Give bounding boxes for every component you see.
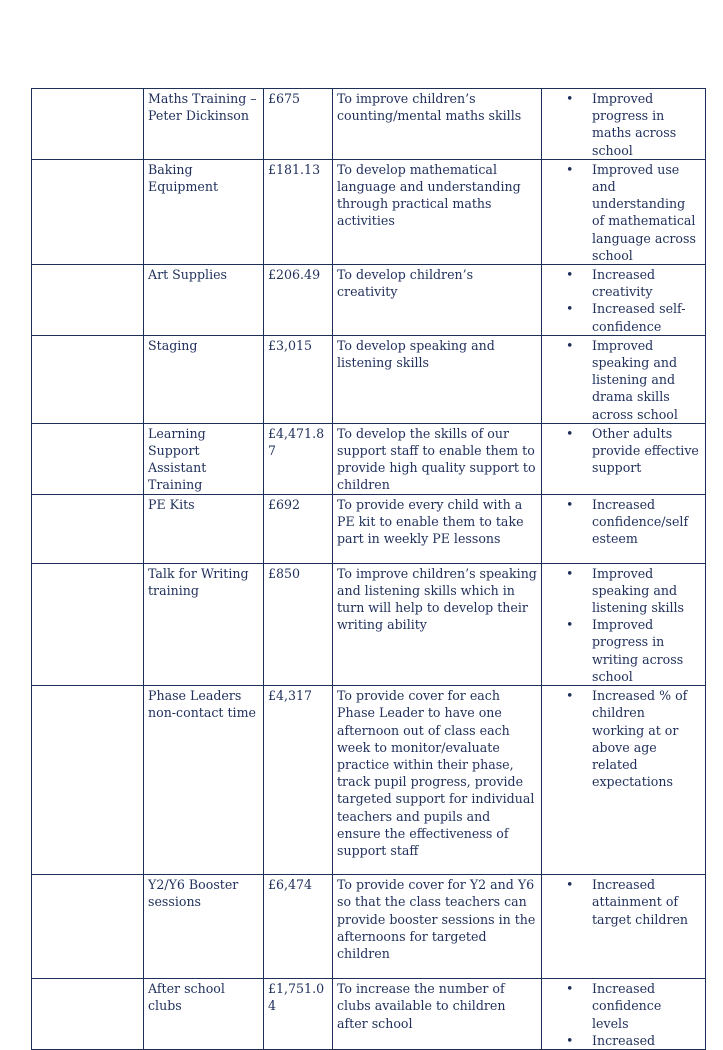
blank-cell — [32, 563, 144, 685]
table-row — [32, 686, 706, 875]
bullet-icon: • — [566, 877, 574, 893]
outcomes-list — [546, 266, 701, 335]
outcomes-list — [546, 876, 701, 928]
list-item — [546, 300, 701, 334]
outcome-text: Increased self-confidence — [592, 301, 686, 334]
cost-cell: £4,471.87 — [264, 423, 333, 494]
list-item — [546, 616, 701, 685]
outcome-text: Increased attainment of target children — [592, 877, 689, 927]
outcomes-list — [546, 425, 701, 477]
outcomes-list — [546, 90, 701, 159]
bullet-icon: • — [566, 91, 574, 106]
item-cell: After school clubs — [144, 979, 264, 1050]
table-row — [32, 89, 706, 160]
outcomes-cell — [542, 494, 706, 563]
outcome-text: Improved speaking and listening skills — [592, 565, 684, 616]
list-item — [546, 266, 701, 300]
cost-cell: £675 — [264, 89, 333, 160]
outcomes-list — [546, 565, 701, 685]
table-row — [32, 423, 706, 494]
outcome-text: Increased — [592, 1032, 656, 1048]
bullet-icon: • — [566, 617, 574, 633]
item-cell: Baking Equipment — [144, 159, 264, 264]
cost-cell: £4,317 — [264, 686, 333, 875]
blank-cell — [32, 686, 144, 875]
cost-cell: £1,751.04 — [264, 979, 333, 1050]
table-row — [32, 159, 706, 264]
item-cell: Talk for Writing training — [144, 563, 264, 685]
list-item — [546, 425, 701, 477]
cost-cell: £6,474 — [264, 875, 333, 979]
bullet-icon: • — [566, 337, 574, 353]
outcomes-cell — [542, 875, 706, 979]
table-row — [32, 265, 706, 336]
list-item — [546, 687, 701, 790]
item-cell: Art Supplies — [144, 265, 264, 336]
blank-cell — [32, 265, 144, 336]
outcome-text: Improved speaking and listening and drama skills across school — [592, 337, 678, 422]
bullet-icon: • — [566, 425, 574, 441]
cost-cell: £181.13 — [264, 159, 333, 264]
list-item — [546, 337, 701, 423]
blank-cell — [32, 89, 144, 160]
bullet-icon: • — [566, 565, 574, 581]
outcomes-cell — [542, 335, 706, 423]
purpose-cell: To develop mathematical language and understanding through practical maths activities — [333, 159, 542, 264]
blank-cell — [32, 423, 144, 494]
purpose-cell: To increase the number of clubs available to children after school — [333, 979, 542, 1050]
item-cell: Phase Leaders non-contact time — [144, 686, 264, 875]
outcomes-list — [546, 337, 701, 423]
table-row — [32, 494, 706, 563]
purpose-cell: To develop children’s creativity — [333, 265, 542, 336]
outcomes-cell — [542, 89, 706, 160]
cost-cell: £692 — [264, 494, 333, 563]
list-item — [546, 1032, 701, 1049]
pupil-premium-spend-table — [31, 88, 706, 1050]
cost-cell: £206.49 — [264, 265, 333, 336]
purpose-cell: To provide cover for Y2 and Y6 so that the class teachers can provide booster sessions in the afternoons for targeted children — [333, 875, 542, 979]
outcomes-list — [546, 687, 701, 790]
bullet-icon: • — [566, 1032, 574, 1048]
item-cell: Learning Support Assistant Training — [144, 423, 264, 494]
outcome-text: Increased % of children working at or above age related expectations — [592, 688, 688, 790]
cost-cell: £850 — [264, 563, 333, 685]
outcomes-cell — [542, 159, 706, 264]
bullet-icon: • — [566, 496, 574, 512]
table-row — [32, 875, 706, 979]
item-cell: Y2/Y6 Booster sessions — [144, 875, 264, 979]
outcome-text: Increased confidence/self esteem — [592, 496, 689, 547]
cost-cell: £3,015 — [264, 335, 333, 423]
blank-cell — [32, 159, 144, 264]
bullet-icon: • — [566, 301, 574, 317]
outcome-text: Increased confidence levels — [592, 981, 662, 1031]
blank-cell — [32, 335, 144, 423]
blank-cell — [32, 979, 144, 1050]
outcomes-cell — [542, 979, 706, 1050]
list-item — [546, 161, 701, 264]
outcome-text: Improved use and understanding of mathematical language across school — [592, 161, 696, 263]
bullet-icon: • — [566, 688, 574, 704]
purpose-cell: To improve children’s counting/mental maths skills — [333, 89, 542, 160]
bullet-icon: • — [566, 267, 574, 283]
blank-cell — [32, 875, 144, 979]
purpose-cell: To develop speaking and listening skills — [333, 335, 542, 423]
outcomes-cell — [542, 563, 706, 685]
purpose-cell: To improve children’s speaking and listening skills which in turn will help to develop their writing ability — [333, 563, 542, 685]
table-row — [32, 335, 706, 423]
outcomes-cell — [542, 265, 706, 336]
outcomes-cell — [542, 423, 706, 494]
item-cell: PE Kits — [144, 494, 264, 563]
bullet-icon: • — [566, 161, 574, 177]
outcome-text: Improved progress in maths across school — [592, 91, 677, 158]
bullet-icon: • — [566, 981, 574, 997]
table-row — [32, 979, 706, 1050]
outcomes-list — [546, 980, 701, 1049]
outcome-text: Increased creativity — [592, 267, 656, 300]
purpose-cell: To develop the skills of our support staff to enable them to provide high quality support to children — [333, 423, 542, 494]
table-row — [32, 563, 706, 685]
outcome-text: Improved progress in writing across school — [592, 617, 684, 684]
list-item — [546, 565, 701, 617]
purpose-cell: To provide cover for each Phase Leader to have one afternoon out of class each week to monitor/evaluate practice within their phase, track pupil progress, provide targeted support for individual teachers and pupils and ensure the effectiveness of support staff — [333, 686, 542, 875]
item-cell: Maths Training – Peter Dickinson — [144, 89, 264, 160]
item-cell: Staging — [144, 335, 264, 423]
list-item — [546, 90, 701, 159]
table-body — [32, 89, 706, 1050]
blank-cell — [32, 494, 144, 563]
purpose-cell: To provide every child with a PE kit to enable them to take part in weekly PE lessons — [333, 494, 542, 563]
outcomes-list — [546, 161, 701, 264]
list-item — [546, 496, 701, 548]
outcomes-cell — [542, 686, 706, 875]
outcomes-list — [546, 496, 701, 548]
list-item — [546, 876, 701, 928]
outcome-text: Other adults provide effective support — [592, 425, 699, 476]
